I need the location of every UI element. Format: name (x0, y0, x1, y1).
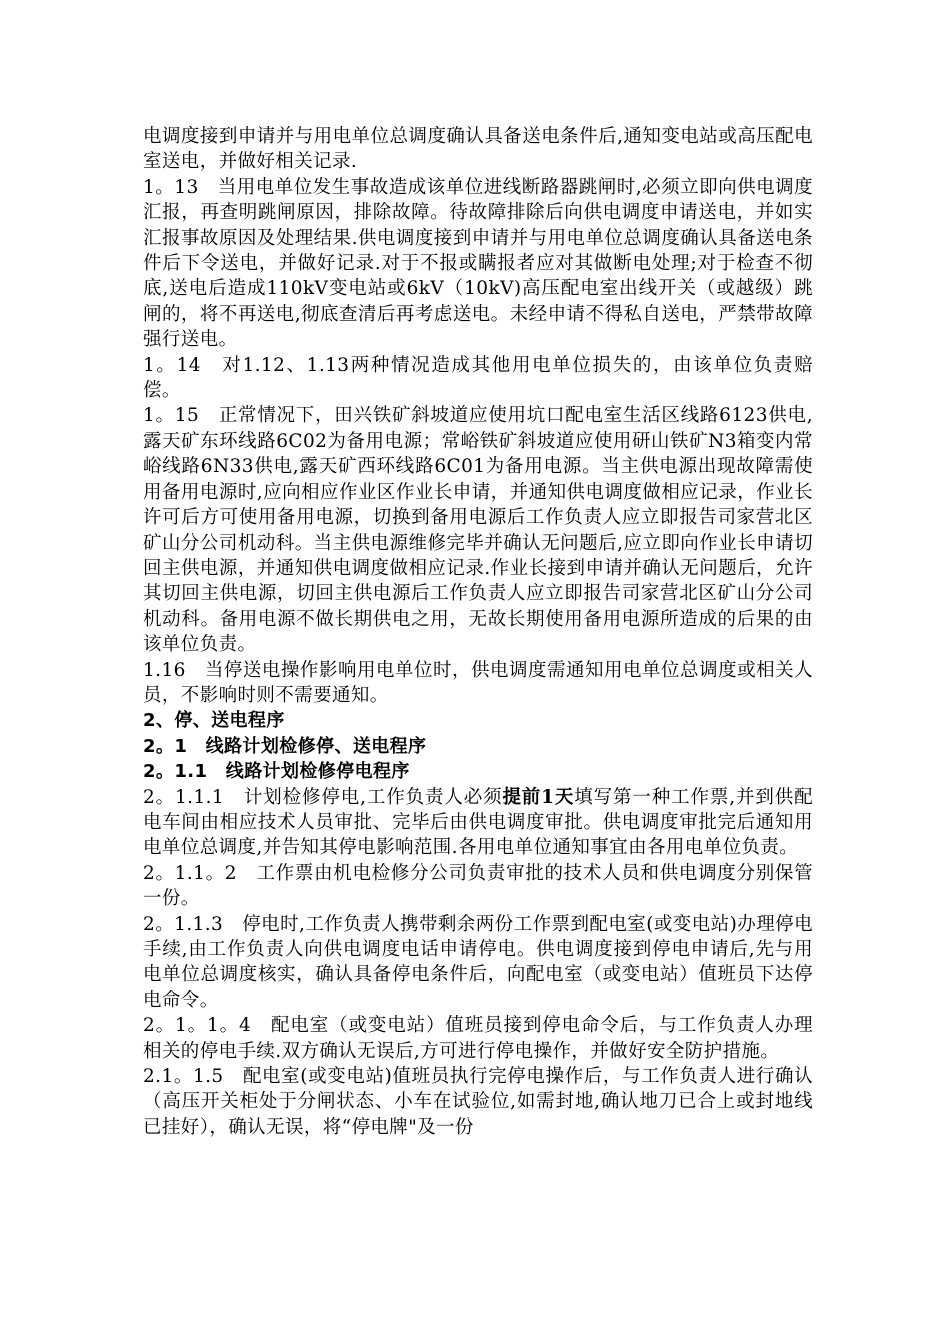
heading-section-2: 2、停、送电程序 (143, 710, 285, 732)
paragraph-2-1-1-5: 2.1。1.5 配电室(或变电站)值班员执行完停电操作后，与工作负责人进行确认（高压开关柜处于分闸状态、小车在试验位,如需封地,确认地刀已合上或封地线已挂好），确认无误，将“停电牌"及一份 (143, 1066, 813, 1138)
paragraph-2-1-1-4: 2。1。1。4 配电室（或变电站）值班员接到停电命令后，与工作负责人办理相关的停电手续.双方确认无误后,方可进行停电操作，并做好安全防护措施。 (143, 1015, 813, 1062)
emphasis-one-day-ahead: 提前1天 (502, 786, 575, 808)
paragraph-2-1-1-1-rest: 填写第一种工作票,并到供配电车间由相应技术人员审批、完毕后由供电调度审批。供电调度审批完后通知用电单位总调度,并告知其停电影响范围.各用电单位通知事宜由各用电单位负责。 (143, 786, 813, 859)
paragraph-2-1-1-2: 2。1.1。2 工作票由机电检修分公司负责审批的技术人员和供电调度分别保管一份。 (143, 862, 813, 910)
paragraph-1-15: 1。15 正常情况下，田兴铁矿斜坡道应使用坑口配电室生活区线路6123供电,露天矿东环线路6C02为备用电源；常峪铁矿斜坡道应使用研山铁矿N3箱变内常峪线路6N33供电,露天矿西环线路6C01为备用电源。当主供电源出现故障需使用备用电源时,应向相应作业区作业长申请，并通知供电调度做相应记录，作业长许可后方可使用备用电源，切换到备用电源后工作负责人应立即报告司家营北区矿山分公司机动科。当主供电源维修完毕并确认无问题后,应立即向作业长申请切回主供电源，并通知供电调度做相应记录.作业长接到申请并确认无问题后，允许其切回主供电源，切回主供电源后工作负责人应立即报告司家营北区矿山分公司机动科。备用电源不做长期供电之用，无故长期使用备用电源所造成的后果的由该单位负责。 (143, 405, 813, 656)
heading-section-2-1-1: 2。1.1 线路计划检修停电程序 (143, 761, 410, 783)
paragraph-1-16: 1.16 当停送电操作影响用电单位时，供电调度需通知用电单位总调度或相关人员，不影响时则不需要通知。 (143, 659, 813, 706)
paragraph-2-1-1-3: 2。1.1.3 停电时,工作负责人携带剩余两份工作票到配电室(或变电站)办理停电手续,由工作负责人向供电调度电话申请停电。供电调度接到停电申请后,先与用电单位总调度核实，确认具备停电条件后，向配电室（或变电站）值班员下达停电命令。 (143, 913, 813, 1011)
paragraph-send-power-record: 电调度接到申请并与用电单位总调度确认具备送电条件后,通知变电站或高压配电室送电，并做好相关记录. (143, 126, 813, 173)
paragraph-2-1-1-1-start: 2。1.1.1 计划检修停电,工作负责人必须 (143, 786, 503, 808)
paragraph-1-14: 1。14 对1.12、1.13两种情况造成其他用电单位损失的，由该单位负责赔偿。 (143, 354, 813, 402)
paragraph-2-1-1-1 (143, 785, 813, 861)
document-body (143, 124, 813, 1140)
heading-section-2-1: 2。1 线路计划检修停、送电程序 (143, 735, 427, 757)
paragraph-1-13: 1。13 当用电单位发生事故造成该单位进线断路器跳闸时,必须立即向供电调度汇报，再查明跳闸原因，排除故障。待故障排除后向供电调度申请送电，并如实汇报事故原因及处理结果.供电调度接到申请并与用电单位总调度确认具备送电条件后下令送电，并做好记录.对于不报或瞒报者应对其做断电处理;对于检查不彻底,送电后造成110kV变电站或6kV（10kV)高压配电室出线开关（或越级）跳闸的，将不再送电,彻底查清后再考虑送电。未经申请不得私自送电，严禁带故障强行送电。 (143, 176, 813, 351)
